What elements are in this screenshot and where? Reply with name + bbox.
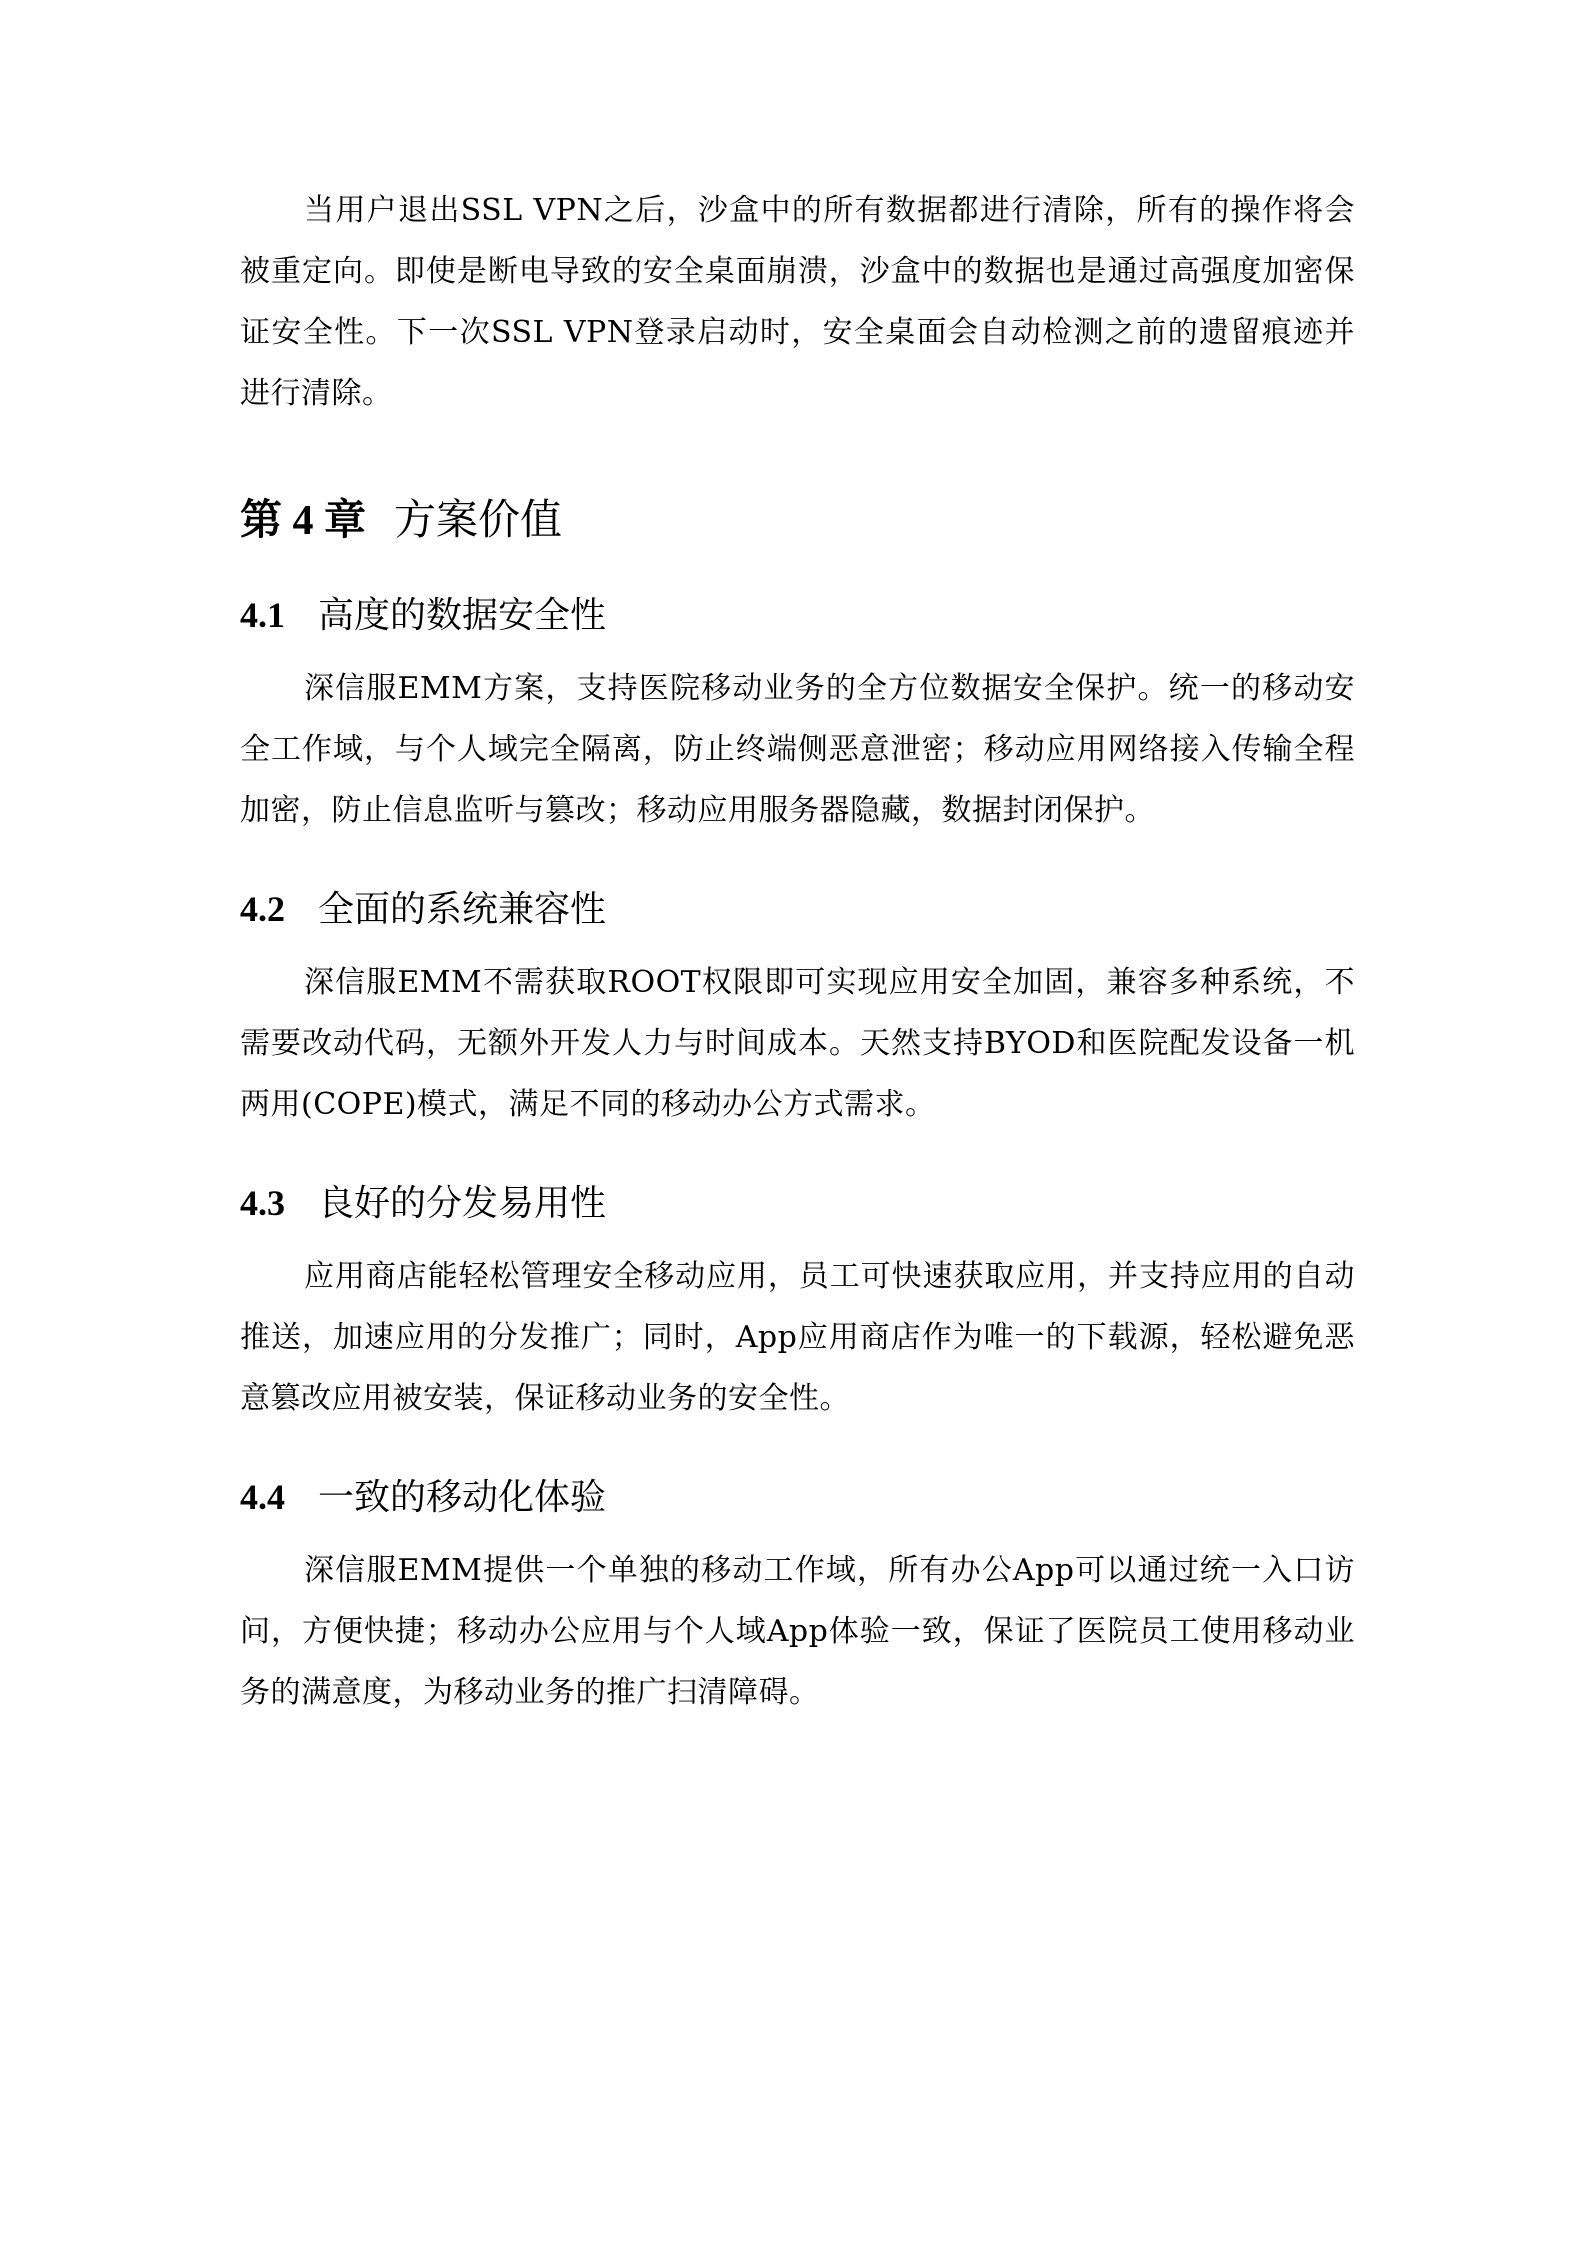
document-page bbox=[240, 180, 1355, 1723]
section-number: 4.3 bbox=[240, 1183, 285, 1223]
section-heading-4-3 bbox=[240, 1175, 1355, 1232]
section-body-4-2: 深信服EMM不需获取ROOT权限即可实现应用安全加固，兼容多种系统，不需要改动代码，无额外开发人力与时间成本。天然支持BYOD和医院配发设备一机两用(COPE)模式，满足不同的移动办公方式需求。 bbox=[240, 965, 1355, 1122]
section-heading-4-4 bbox=[240, 1469, 1355, 1526]
section-title: 一致的移动化体验 bbox=[318, 1477, 607, 1518]
chapter-number: 第 4 章 bbox=[240, 498, 367, 544]
section-heading-4-1 bbox=[240, 587, 1355, 644]
section-number: 4.1 bbox=[240, 595, 285, 635]
section-title: 全面的系统兼容性 bbox=[318, 889, 607, 930]
section-heading-4-2 bbox=[240, 881, 1355, 938]
section-body-4-1: 深信服EMM方案，支持医院移动业务的全方位数据安全保护。统一的移动安全工作域，与个人域完全隔离，防止终端侧恶意泄密；移动应用网络接入传输全程加密，防止信息监听与篡改；移动应用服务器隐藏，数据封闭保护。 bbox=[240, 671, 1355, 828]
section-body-4-3: 应用商店能轻松管理安全移动应用，员工可快速获取应用，并支持应用的自动推送，加速应用的分发推广；同时，App应用商店作为唯一的下载源，轻松避免恶意篡改应用被安装，保证移动业务的安全性。 bbox=[240, 1259, 1355, 1416]
section-title: 高度的数据安全性 bbox=[318, 595, 607, 636]
section-body-4-4: 深信服EMM提供一个单独的移动工作域，所有办公App可以通过统一入口访问，方便快捷；移动办公应用与个人域App体验一致，保证了医院员工使用移动业务的满意度，为移动业务的推广扫清障碍。 bbox=[240, 1553, 1355, 1710]
section-number: 4.4 bbox=[240, 1477, 285, 1517]
section-title: 良好的分发易用性 bbox=[318, 1183, 607, 1224]
intro-paragraph: 当用户退出SSL VPN之后，沙盒中的所有数据都进行清除，所有的操作将会被重定向。即使是断电导致的安全桌面崩溃，沙盒中的数据也是通过高强度加密保证安全性。下一次SSL VPN登录启动时，安全桌面会自动检测之前的遗留痕迹并进行清除。 bbox=[240, 193, 1355, 411]
chapter-title: 方案价值 bbox=[394, 495, 563, 544]
section-number: 4.2 bbox=[240, 889, 285, 929]
chapter-heading bbox=[240, 488, 1355, 553]
